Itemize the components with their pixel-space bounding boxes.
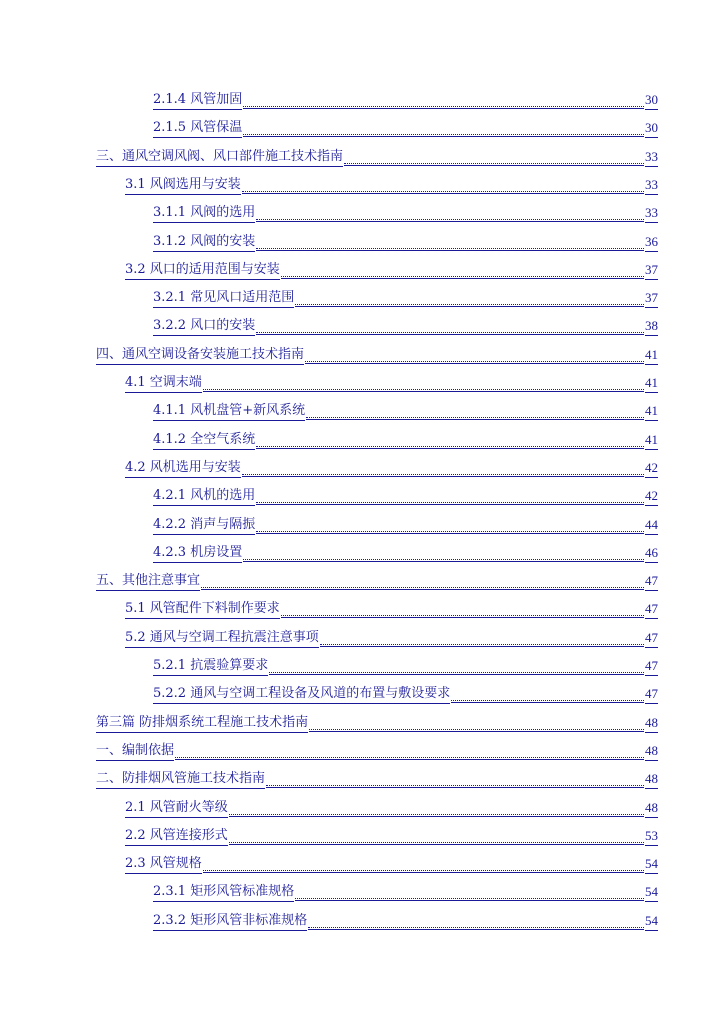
toc-entry-page-number: 41 bbox=[645, 432, 658, 450]
toc-entry[interactable] bbox=[96, 769, 658, 789]
toc-entry-title: 3.1.1 风阀的选用 bbox=[153, 205, 255, 223]
toc-dot-leader bbox=[201, 586, 644, 588]
toc-entry-title: 3.1.2 风阀的安装 bbox=[153, 234, 255, 252]
toc-entry-title: 4.2 风机选用与安装 bbox=[125, 460, 241, 478]
toc-entry[interactable] bbox=[153, 232, 658, 252]
toc-dot-leader bbox=[256, 331, 644, 333]
toc-entry-page-number: 48 bbox=[645, 715, 658, 733]
toc-entry-title: 3.2.2 风口的安装 bbox=[153, 318, 255, 336]
toc-entry[interactable] bbox=[153, 401, 658, 421]
toc-dot-leader bbox=[295, 897, 644, 899]
toc-entry-page-number: 46 bbox=[645, 545, 658, 563]
toc-entry[interactable] bbox=[125, 854, 658, 874]
toc-dot-leader bbox=[242, 473, 644, 475]
toc-entry-title: 2.1.5 风管保温 bbox=[153, 120, 242, 138]
toc-entry[interactable] bbox=[153, 656, 658, 676]
toc-dot-leader bbox=[305, 360, 644, 362]
toc-entry-page-number: 37 bbox=[645, 290, 658, 308]
toc-dot-leader bbox=[243, 558, 644, 560]
toc-entry[interactable] bbox=[153, 288, 658, 308]
toc-entry-title: 第三篇 防排烟系统工程施工技术指南 bbox=[96, 715, 308, 733]
toc-entry-page-number: 44 bbox=[645, 517, 658, 535]
toc-dot-leader bbox=[256, 501, 644, 503]
toc-entry[interactable] bbox=[153, 203, 658, 223]
toc-dot-leader bbox=[451, 699, 644, 701]
toc-entry-page-number: 30 bbox=[645, 120, 658, 138]
toc-entry-title: 4.1.2 全空气系统 bbox=[153, 432, 255, 450]
toc-dot-leader bbox=[243, 133, 644, 135]
toc-entry-title: 2.3.1 矩形风管标准规格 bbox=[153, 884, 294, 902]
toc-entry-page-number: 41 bbox=[645, 347, 658, 365]
toc-entry-page-number: 47 bbox=[645, 630, 658, 648]
toc-entry-title: 4.2.2 消声与隔振 bbox=[153, 517, 255, 535]
toc-entry-title: 一、编制依据 bbox=[96, 743, 174, 761]
toc-entry-page-number: 47 bbox=[645, 573, 658, 591]
toc-dot-leader bbox=[256, 247, 644, 249]
toc-entry[interactable] bbox=[153, 486, 658, 506]
toc-dot-leader bbox=[266, 784, 644, 786]
toc-dot-leader bbox=[281, 614, 644, 616]
toc-entry-title: 2.3 风管规格 bbox=[125, 856, 202, 874]
toc-entry-title: 2.3.2 矩形风管非标准规格 bbox=[153, 913, 307, 931]
toc-dot-leader bbox=[256, 445, 644, 447]
toc-entry-title: 4.1 空调末端 bbox=[125, 375, 202, 393]
toc-entry-page-number: 33 bbox=[645, 149, 658, 167]
toc-entry-title: 2.2 风管连接形式 bbox=[125, 828, 228, 846]
toc-entry-page-number: 42 bbox=[645, 488, 658, 506]
toc-entry-title: 4.2.3 机房设置 bbox=[153, 545, 242, 563]
toc-dot-leader bbox=[175, 756, 644, 758]
toc-entry[interactable] bbox=[153, 118, 658, 138]
toc-entry[interactable] bbox=[125, 373, 658, 393]
toc-entry-title: 四、通风空调设备安装施工技术指南 bbox=[96, 347, 304, 365]
toc-entry-title: 2.1.4 风管加固 bbox=[153, 92, 242, 110]
toc-entry-page-number: 30 bbox=[645, 92, 658, 110]
toc-entry-page-number: 33 bbox=[645, 205, 658, 223]
toc-entry[interactable] bbox=[153, 90, 658, 110]
toc-entry[interactable] bbox=[153, 430, 658, 450]
toc-entry-title: 5.2.1 抗震验算要求 bbox=[153, 658, 268, 676]
toc-entry[interactable] bbox=[153, 911, 658, 931]
toc-entry[interactable] bbox=[125, 599, 658, 619]
toc-entry-page-number: 36 bbox=[645, 234, 658, 252]
toc-entry-title: 4.1.1 风机盘管+新风系统 bbox=[153, 403, 305, 421]
toc-dot-leader bbox=[281, 275, 644, 277]
toc-entry-title: 2.1 风管耐火等级 bbox=[125, 800, 228, 818]
toc-entry[interactable] bbox=[153, 684, 658, 704]
toc-entry-title: 3.1 风阀选用与安装 bbox=[125, 177, 241, 195]
toc-entry[interactable] bbox=[96, 741, 658, 761]
toc-entry-title: 5.2 通风与空调工程抗震注意事项 bbox=[125, 630, 319, 648]
toc-entry[interactable] bbox=[153, 515, 658, 535]
toc-entry-page-number: 48 bbox=[645, 771, 658, 789]
toc-entry-title: 5.1 风管配件下料制作要求 bbox=[125, 601, 280, 619]
toc-entry-page-number: 47 bbox=[645, 658, 658, 676]
toc-dot-leader bbox=[242, 190, 644, 192]
toc-dot-leader bbox=[309, 728, 644, 730]
toc-entry-title: 3.2.1 常见风口适用范围 bbox=[153, 290, 294, 308]
toc-entry-page-number: 54 bbox=[645, 913, 658, 931]
toc-dot-leader bbox=[203, 388, 644, 390]
toc-entry-page-number: 33 bbox=[645, 177, 658, 195]
toc-entry-page-number: 38 bbox=[645, 318, 658, 336]
toc-dot-leader bbox=[243, 105, 644, 107]
toc-entry[interactable] bbox=[96, 345, 658, 365]
toc-dot-leader bbox=[229, 841, 644, 843]
toc-entry[interactable] bbox=[125, 175, 658, 195]
toc-entry[interactable] bbox=[125, 826, 658, 846]
toc-entry-page-number: 48 bbox=[645, 743, 658, 761]
toc-entry[interactable] bbox=[96, 147, 658, 167]
toc-dot-leader bbox=[295, 303, 644, 305]
toc-entry-title: 4.2.1 风机的选用 bbox=[153, 488, 255, 506]
toc-entry-page-number: 54 bbox=[645, 884, 658, 902]
toc-entry-page-number: 47 bbox=[645, 686, 658, 704]
toc-entry-page-number: 54 bbox=[645, 856, 658, 874]
toc-entry[interactable] bbox=[125, 628, 658, 648]
toc-entry[interactable] bbox=[125, 260, 658, 280]
toc-dot-leader bbox=[256, 530, 644, 532]
toc-entry-page-number: 53 bbox=[645, 828, 658, 846]
toc-entry[interactable] bbox=[96, 713, 658, 733]
toc-entry-page-number: 48 bbox=[645, 800, 658, 818]
toc-entry-title: 二、防排烟风管施工技术指南 bbox=[96, 771, 265, 789]
toc-entry-page-number: 41 bbox=[645, 403, 658, 421]
toc-entry-title: 五、其他注意事宜 bbox=[96, 573, 200, 591]
toc-entry-title: 三、通风空调风阀、风口部件施工技术指南 bbox=[96, 149, 343, 167]
toc-entry-page-number: 42 bbox=[645, 460, 658, 478]
toc-dot-leader bbox=[269, 671, 644, 673]
toc-dot-leader bbox=[229, 813, 644, 815]
toc-dot-leader bbox=[256, 218, 644, 220]
toc-entry[interactable] bbox=[153, 316, 658, 336]
toc-dot-leader bbox=[344, 162, 644, 164]
toc-dot-leader bbox=[203, 869, 644, 871]
toc-entry[interactable] bbox=[96, 571, 658, 591]
toc-entry-page-number: 37 bbox=[645, 262, 658, 280]
toc-dot-leader bbox=[308, 926, 644, 928]
toc-entry[interactable] bbox=[125, 798, 658, 818]
toc-dot-leader bbox=[306, 416, 644, 418]
toc-entry[interactable] bbox=[125, 458, 658, 478]
toc-entry-page-number: 47 bbox=[645, 601, 658, 619]
toc-entry-title: 3.2 风口的适用范围与安装 bbox=[125, 262, 280, 280]
toc-entry-page-number: 41 bbox=[645, 375, 658, 393]
toc-dot-leader bbox=[320, 643, 644, 645]
toc-entry[interactable] bbox=[153, 543, 658, 563]
toc-entry[interactable] bbox=[153, 882, 658, 902]
toc-entry-title: 5.2.2 通风与空调工程设备及风道的布置与敷设要求 bbox=[153, 686, 450, 704]
